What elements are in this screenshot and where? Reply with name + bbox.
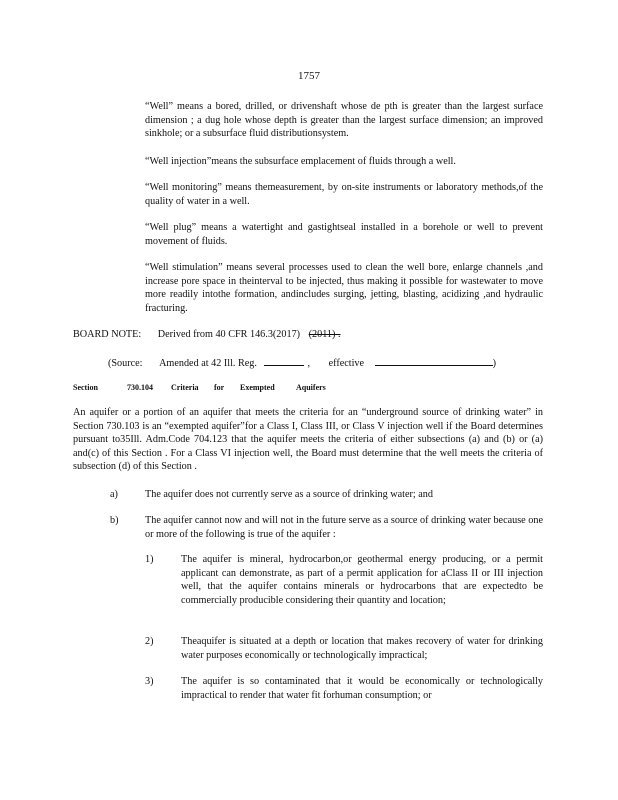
board-note-label: BOARD NOTE: xyxy=(73,329,142,340)
item-label-b: b) xyxy=(110,515,119,526)
source-note xyxy=(108,355,496,371)
subitem-text-1: The aquifer is mineral, hydrocarbon,or geothermal energy producing, or a permit applicant can demonstrate, as part of a permit application for aClass II or III injection well, that the aquifer contains minerals or hydrocarbons that are expectedto be commercially producible considering their quantity and location; xyxy=(181,554,543,606)
section-intro-paragraph: An aquifer or a portion of an aquifer that meets the criteria for an “underground source of drinking water” in Section 730.103 is an “exempted aquifer”for a Class I, Class III, or Class V injection well if the Board determines pursuant to35Ill. Adm.Code 704.123 that the aquifer meets the criteria of either subsections (a) and (b) or (a) and(c) of this Section . For a Class VI injection well, the Board must determine that the well meets the criteria of subsection (d) of this Section . xyxy=(73,407,543,473)
board-note-struck-text: (2011) . xyxy=(308,329,341,340)
section-title-word-3: Exempted xyxy=(240,383,275,392)
board-note-text: Derived from 40 CFR 146.3(2017) xyxy=(157,329,301,340)
page-number: 1757 xyxy=(298,70,320,82)
item-text-b: The aquifer cannot now and will not in the future serve as a source of drinking water because one or more of the following is true of the aquifer : xyxy=(145,515,543,540)
source-effective-label: effective xyxy=(328,358,365,369)
subitem-text-3: The aquifer is so contaminated that it would be economically or technologically impractical to render that water fit forhuman consumption; or xyxy=(181,676,543,701)
definition-well-plug: “Well plug” means a watertight and gastightseal installed in a borehole or well to prevent movement of fluids. xyxy=(145,222,543,247)
definition-well-injection: “Well injection”means the subsurface emplacement of fluids through a well. xyxy=(145,156,456,167)
section-label: Section xyxy=(73,383,98,392)
section-heading xyxy=(73,381,543,395)
item-text-a: The aquifer does not currently serve as a source of drinking water; and xyxy=(145,489,433,500)
section-code: 730.104 xyxy=(127,383,153,392)
subitem-label-3: 3) xyxy=(145,676,154,687)
section-title-word-1: Criteria xyxy=(171,383,199,392)
effective-date-blank[interactable] xyxy=(375,355,493,366)
source-separator: , xyxy=(307,358,311,369)
source-amended-text: Amended at 42 Ill. Reg. xyxy=(159,358,257,369)
subitem-label-1: 1) xyxy=(145,554,154,565)
register-number-blank[interactable] xyxy=(264,355,304,366)
board-note xyxy=(73,328,543,342)
item-label-a: a) xyxy=(110,489,118,500)
section-title-word-2: for xyxy=(214,383,225,392)
subitem-label-2: 2) xyxy=(145,636,154,647)
source-open: (Source: xyxy=(108,358,143,369)
section-title-word-4: Aquifers xyxy=(296,383,326,392)
subitem-text-2: Theaquifer is situated at a depth or location that makes recovery of water for drinking water purposes economically or technologically impractical; xyxy=(181,636,543,661)
definition-well: “Well” means a bored, drilled, or drivenshaft whose de pth is greater than the largest surface dimension ; a dug hole whose depth is greater than the largest surface dimension; an improved sinkhole; or a subsurface fluid distributionsystem. xyxy=(145,101,543,140)
definition-well-monitoring: “Well monitoring” means themeasurement, by on-site instruments or laboratory methods,of the quality of water in a well. xyxy=(145,182,543,207)
source-close: ) xyxy=(492,358,496,369)
definition-well-stimulation: “Well stimulation” means several processes used to clean the well bore, enlarge channels ,and increase pore space in theinterval to be injected, thus making it possible for wastewater to move more readily intothe formation, andincludes surging, jetting, blasting, acidizing ,and hydraulic fracturing. xyxy=(145,262,543,314)
